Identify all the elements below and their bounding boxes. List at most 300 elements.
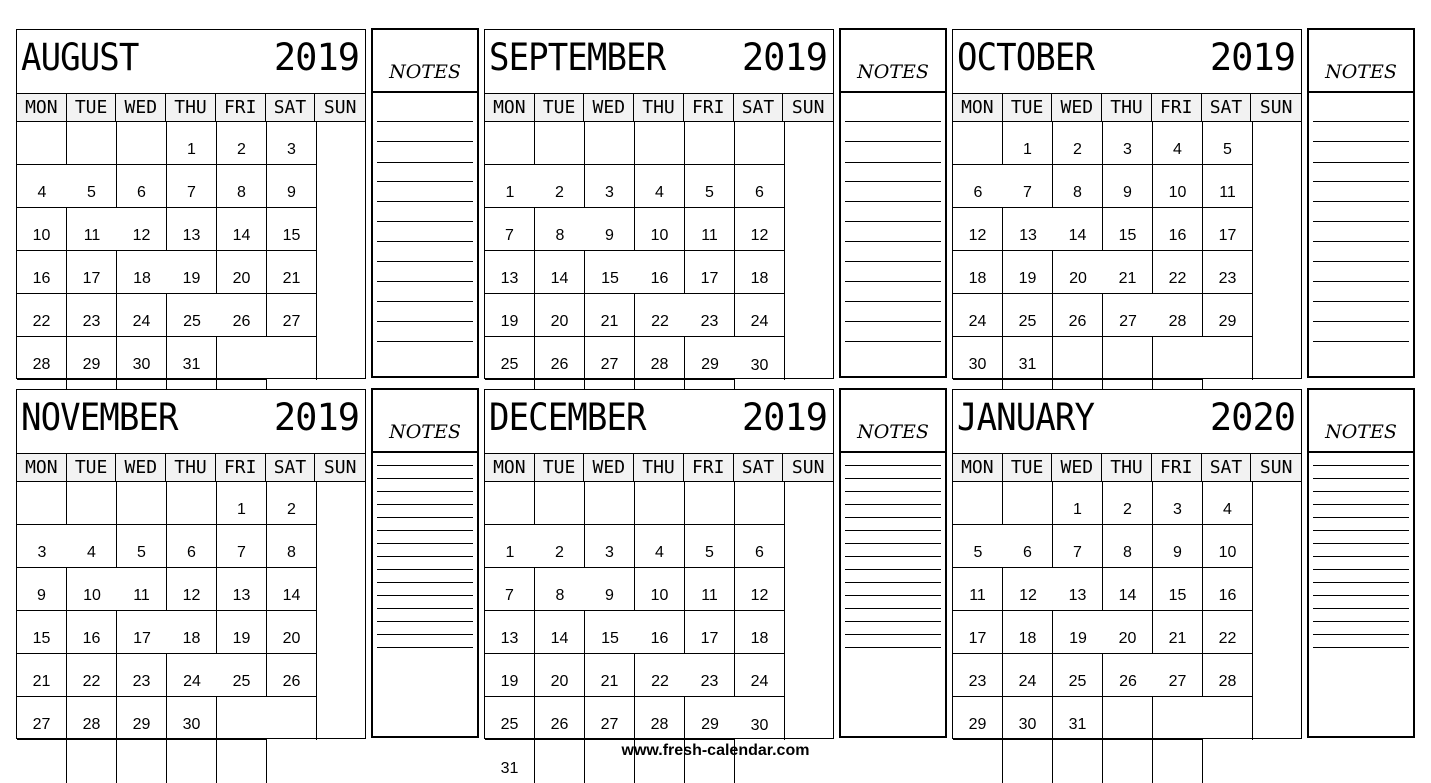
day-cell: [67, 611, 117, 654]
day-number: 11: [701, 227, 718, 244]
day-cell: [217, 122, 267, 165]
day-cell: [1153, 251, 1203, 294]
day-cell: [267, 611, 317, 654]
day-cell: [67, 568, 117, 611]
month-year: 2019: [273, 36, 359, 79]
day-cell: [1203, 568, 1253, 611]
day-cell: [735, 482, 785, 525]
day-cell: [685, 697, 735, 740]
day-number: 27: [600, 716, 619, 733]
day-cell: [1153, 568, 1203, 611]
day-cell: [1103, 568, 1153, 611]
day-cell: [1103, 122, 1153, 165]
day-cell: [1103, 251, 1153, 294]
weekday-label: MON: [17, 454, 67, 481]
day-cell: [1003, 337, 1053, 380]
day-number: 21: [32, 673, 51, 690]
day-cell: [1103, 165, 1153, 208]
day-cell: [17, 337, 67, 380]
note-line: [1313, 281, 1409, 282]
day-cell: [267, 208, 317, 251]
day-cell: [267, 482, 317, 525]
day-cell: [1203, 482, 1253, 525]
day-number: 14: [1118, 587, 1137, 604]
notes-title: NOTES: [373, 390, 477, 453]
day-number: 17: [700, 630, 719, 647]
day-cell: [117, 337, 167, 380]
day-number: 13: [500, 270, 519, 287]
notes-panel: [371, 28, 479, 378]
note-line: [377, 241, 473, 242]
day-number: 2: [237, 141, 246, 158]
day-number: 9: [1173, 544, 1182, 561]
day-number: 9: [37, 587, 46, 604]
day-cell: [1203, 208, 1253, 251]
day-cell: [635, 568, 685, 611]
note-line: [1313, 621, 1409, 622]
month-header: [953, 390, 1301, 454]
note-line: [1313, 569, 1409, 570]
day-cell: [217, 165, 267, 208]
month-header: [953, 30, 1301, 94]
day-number: 15: [282, 227, 301, 244]
note-line: [845, 647, 941, 648]
notes-title: NOTES: [841, 30, 945, 93]
note-line: [1313, 465, 1409, 466]
day-number: 8: [555, 227, 565, 244]
day-cell: [67, 165, 117, 208]
month-year: 2020: [1209, 396, 1295, 439]
month-year: 2019: [1209, 36, 1295, 79]
day-grid: [485, 122, 833, 423]
note-line: [845, 162, 941, 163]
weekday-header: [17, 454, 365, 482]
day-number: 7: [237, 544, 246, 561]
day-number: 17: [82, 270, 101, 287]
note-line: [845, 301, 941, 302]
note-line: [845, 608, 941, 609]
day-number: 12: [968, 227, 987, 244]
day-cell: [1053, 697, 1103, 740]
month-header: [17, 390, 365, 454]
note-line: [1313, 530, 1409, 531]
day-cell: [953, 568, 1003, 611]
weekday-label: TUE: [535, 454, 585, 481]
day-cell: [217, 525, 267, 568]
weekday-label: SAT: [1202, 94, 1252, 121]
day-number: 1: [505, 184, 515, 201]
day-number: 20: [550, 673, 569, 690]
day-number: 31: [1018, 356, 1037, 373]
note-line: [845, 582, 941, 583]
day-cell: [735, 654, 785, 697]
day-number: 23: [700, 313, 719, 330]
day-cell: [167, 208, 217, 251]
day-number: 14: [232, 227, 251, 244]
note-line: [377, 281, 473, 282]
day-number: 15: [1118, 227, 1137, 244]
note-line: [377, 162, 473, 163]
note-line: [377, 582, 473, 583]
note-line: [845, 465, 941, 466]
day-number: 21: [1118, 270, 1137, 287]
day-cell: [1103, 525, 1153, 568]
day-cell: [1153, 122, 1203, 165]
day-cell: [267, 568, 317, 611]
day-number: 13: [232, 587, 251, 604]
day-cell: [635, 208, 685, 251]
day-number: 9: [605, 227, 614, 244]
day-number: 8: [555, 587, 565, 604]
day-number: 18: [1018, 630, 1037, 647]
day-cell: [117, 294, 167, 337]
month-august: [16, 29, 366, 379]
day-number: 24: [750, 313, 769, 330]
day-number: 20: [550, 313, 569, 330]
month-year: 2019: [741, 396, 827, 439]
day-cell: [585, 208, 635, 251]
day-cell: [685, 337, 735, 380]
day-number: 24: [132, 313, 151, 330]
day-cell: [217, 208, 267, 251]
day-cell: [167, 697, 217, 740]
day-number: 7: [505, 587, 514, 604]
note-line: [845, 621, 941, 622]
day-grid: [953, 122, 1301, 423]
day-number: 6: [973, 184, 983, 201]
day-cell: [585, 294, 635, 337]
weekday-label: SAT: [266, 454, 316, 481]
day-number: 7: [1023, 184, 1032, 201]
note-line: [845, 121, 941, 122]
day-cell: [735, 337, 785, 380]
day-cell: [953, 654, 1003, 697]
note-line: [845, 321, 941, 322]
day-cell: [685, 568, 735, 611]
day-cell: [167, 525, 217, 568]
day-cell: [1203, 251, 1253, 294]
day-number: 11: [1219, 184, 1236, 201]
day-number: 22: [32, 313, 51, 330]
day-number: 13: [1019, 227, 1037, 244]
day-cell: [1103, 482, 1153, 525]
note-line: [1313, 221, 1409, 222]
weekday-label: MON: [485, 454, 535, 481]
day-number: 18: [750, 630, 769, 647]
weekday-header: [953, 454, 1301, 482]
weekday-label: MON: [485, 94, 535, 121]
day-cell: [1003, 654, 1053, 697]
note-line: [845, 517, 941, 518]
weekday-label: SUN: [1259, 97, 1293, 118]
weekday-label: MON: [17, 94, 67, 121]
day-number: 29: [701, 356, 719, 373]
day-cell: [953, 697, 1003, 740]
day-number: 17: [700, 270, 719, 287]
note-line: [845, 141, 941, 142]
day-number: 29: [1218, 313, 1237, 330]
day-number: 15: [1168, 587, 1187, 604]
day-cell: [1103, 654, 1153, 697]
day-number: 16: [1168, 227, 1187, 244]
day-cell: [1003, 208, 1053, 251]
day-number: 27: [32, 716, 51, 733]
day-number: 2: [555, 184, 564, 201]
day-number: 19: [1018, 270, 1037, 287]
day-number: 15: [601, 630, 619, 647]
month-header: [17, 30, 365, 94]
weekday-label: FRI: [1152, 94, 1202, 121]
day-number: 16: [82, 630, 101, 647]
day-cell: [685, 482, 735, 525]
day-cell: [485, 337, 535, 380]
weekday-label: WED: [1052, 94, 1102, 121]
day-cell: [1203, 337, 1253, 380]
day-number: 2: [1073, 141, 1082, 158]
day-number: 29: [968, 716, 987, 733]
note-line: [1313, 595, 1409, 596]
day-cell: [1203, 697, 1253, 740]
day-cell: [535, 294, 585, 337]
day-number: 28: [1218, 673, 1237, 690]
day-number: 19: [500, 313, 519, 330]
weekday-label: SUN: [323, 457, 357, 478]
weekday-label: TUE: [535, 94, 585, 121]
day-cell: [585, 337, 635, 380]
weekday-label: WED: [1052, 454, 1102, 481]
day-cell: [535, 251, 585, 294]
weekday-label: MON: [953, 454, 1003, 481]
day-number: 24: [183, 673, 201, 690]
day-cell: [735, 697, 785, 740]
day-number: 25: [183, 313, 201, 330]
note-line: [377, 517, 473, 518]
notes-panel: [839, 388, 947, 738]
day-cell: [485, 697, 535, 740]
day-number: 18: [133, 270, 151, 287]
note-line: [845, 595, 941, 596]
note-line: [1313, 582, 1409, 583]
day-number: 5: [705, 544, 714, 561]
day-cell: [67, 337, 117, 380]
day-cell: [585, 165, 635, 208]
day-cell: [1153, 208, 1203, 251]
month-january: [952, 389, 1302, 739]
weekday-label: THU: [1102, 454, 1152, 481]
note-line: [845, 201, 941, 202]
day-cell: [485, 208, 535, 251]
day-number: 26: [232, 313, 251, 330]
day-cell: [1053, 208, 1103, 251]
day-number: 12: [132, 227, 151, 244]
note-line: [377, 608, 473, 609]
day-cell: [267, 251, 317, 294]
day-cell: [67, 251, 117, 294]
day-cell: [1053, 654, 1103, 697]
day-cell: [735, 165, 785, 208]
day-cell: [685, 611, 735, 654]
day-number: 4: [1173, 141, 1182, 158]
day-number: 30: [132, 356, 151, 373]
day-number: 2: [1123, 501, 1132, 518]
day-cell: [953, 337, 1003, 380]
day-number: 9: [287, 184, 296, 201]
day-number: 22: [1168, 270, 1187, 287]
day-cell: [267, 337, 317, 380]
note-line: [377, 181, 473, 182]
day-number: 30: [1018, 716, 1037, 733]
weekday-label: TUE: [1003, 454, 1053, 481]
day-number: 20: [282, 630, 301, 647]
day-grid: [485, 482, 833, 783]
day-cell: [685, 525, 735, 568]
note-line: [845, 221, 941, 222]
day-cell: [735, 294, 785, 337]
weekday-label: SAT: [734, 454, 784, 481]
footer-url: www.fresh-calendar.com: [621, 742, 810, 759]
day-cell: [635, 294, 685, 337]
day-cell: [167, 165, 217, 208]
day-cell: [1153, 654, 1203, 697]
day-cell: [585, 568, 635, 611]
note-line: [845, 478, 941, 479]
day-cell: [1203, 525, 1253, 568]
day-cell: [685, 165, 735, 208]
note-line: [1313, 543, 1409, 544]
day-cell: [735, 568, 785, 611]
note-line: [377, 465, 473, 466]
day-cell: [1003, 697, 1053, 740]
weekday-label: THU: [634, 94, 684, 121]
note-line: [377, 556, 473, 557]
day-number: 12: [182, 587, 201, 604]
day-number: 7: [187, 184, 196, 201]
month-name: AUGUST: [21, 36, 139, 79]
note-line: [1313, 141, 1409, 142]
day-cell: [1203, 611, 1253, 654]
day-cell: [1203, 654, 1253, 697]
day-cell: [117, 697, 167, 740]
day-number: 19: [1069, 630, 1087, 647]
day-cell: [953, 294, 1003, 337]
day-number: 26: [550, 716, 569, 733]
note-line: [1313, 321, 1409, 322]
day-number: 27: [1119, 313, 1137, 330]
day-number: 15: [32, 630, 51, 647]
day-cell: [735, 251, 785, 294]
note-line: [377, 321, 473, 322]
day-number: 29: [132, 716, 151, 733]
weekday-label: SUN: [791, 97, 825, 118]
day-number: 5: [1223, 141, 1232, 158]
day-cell: [1053, 165, 1103, 208]
day-cell: [1003, 165, 1053, 208]
day-cell: [685, 208, 735, 251]
day-number: 17: [1218, 227, 1237, 244]
day-number: 16: [32, 270, 51, 287]
day-cell: [17, 208, 67, 251]
day-cell: [535, 611, 585, 654]
day-cell: [217, 482, 267, 525]
note-line: [845, 569, 941, 570]
note-line: [377, 121, 473, 122]
day-number: 7: [1073, 544, 1082, 561]
weekday-label: TUE: [67, 454, 117, 481]
day-number: 10: [650, 587, 669, 604]
month-name: OCTOBER: [957, 36, 1095, 79]
notes-title: NOTES: [841, 390, 945, 453]
weekday-header: [953, 94, 1301, 122]
day-cell: [1103, 611, 1153, 654]
day-cell: [485, 294, 535, 337]
day-number: 1: [187, 141, 196, 158]
day-number: 30: [182, 716, 201, 733]
day-cell: [735, 122, 785, 165]
day-cell: [17, 165, 67, 208]
weekday-label: WED: [116, 454, 166, 481]
day-cell: [17, 122, 67, 165]
day-number: 28: [1168, 313, 1187, 330]
day-cell: [167, 611, 217, 654]
day-number: 10: [1218, 544, 1237, 561]
weekday-label: SUN: [1259, 457, 1293, 478]
day-number: 16: [1218, 587, 1237, 604]
day-cell: [635, 337, 685, 380]
day-number: 31: [500, 760, 519, 777]
day-cell: [167, 122, 217, 165]
weekday-header: [485, 94, 833, 122]
day-number: 6: [755, 184, 764, 201]
day-cell: [217, 568, 267, 611]
day-cell: [535, 568, 585, 611]
day-cell: [1003, 251, 1053, 294]
day-number: 11: [83, 227, 101, 244]
day-number: 23: [132, 673, 151, 690]
day-number: 9: [1123, 184, 1132, 201]
day-cell: [217, 294, 267, 337]
day-cell: [1203, 122, 1253, 165]
day-cell: [117, 568, 167, 611]
day-number: 22: [651, 673, 669, 690]
day-cell: [67, 482, 117, 525]
weekday-label: TUE: [1003, 94, 1053, 121]
day-number: 4: [655, 544, 664, 561]
month-name: NOVEMBER: [21, 396, 178, 439]
day-cell: [535, 165, 585, 208]
note-line: [377, 569, 473, 570]
day-cell: [17, 611, 67, 654]
day-number: 4: [1223, 501, 1232, 518]
note-line: [845, 491, 941, 492]
note-line: [377, 634, 473, 635]
day-cell: [1103, 337, 1153, 380]
day-number: 25: [500, 716, 519, 733]
day-cell: [1153, 482, 1203, 525]
day-cell: [167, 251, 217, 294]
month-year: 2019: [273, 396, 359, 439]
day-number: 5: [705, 184, 714, 201]
day-cell: [17, 294, 67, 337]
note-line: [1313, 121, 1409, 122]
day-cell: [1003, 611, 1053, 654]
day-number: 24: [1018, 673, 1037, 690]
day-number: 10: [83, 587, 101, 604]
note-line: [1313, 517, 1409, 518]
day-number: 5: [973, 544, 983, 561]
note-line: [377, 491, 473, 492]
day-cell: [1003, 568, 1053, 611]
day-number: 8: [287, 544, 296, 561]
